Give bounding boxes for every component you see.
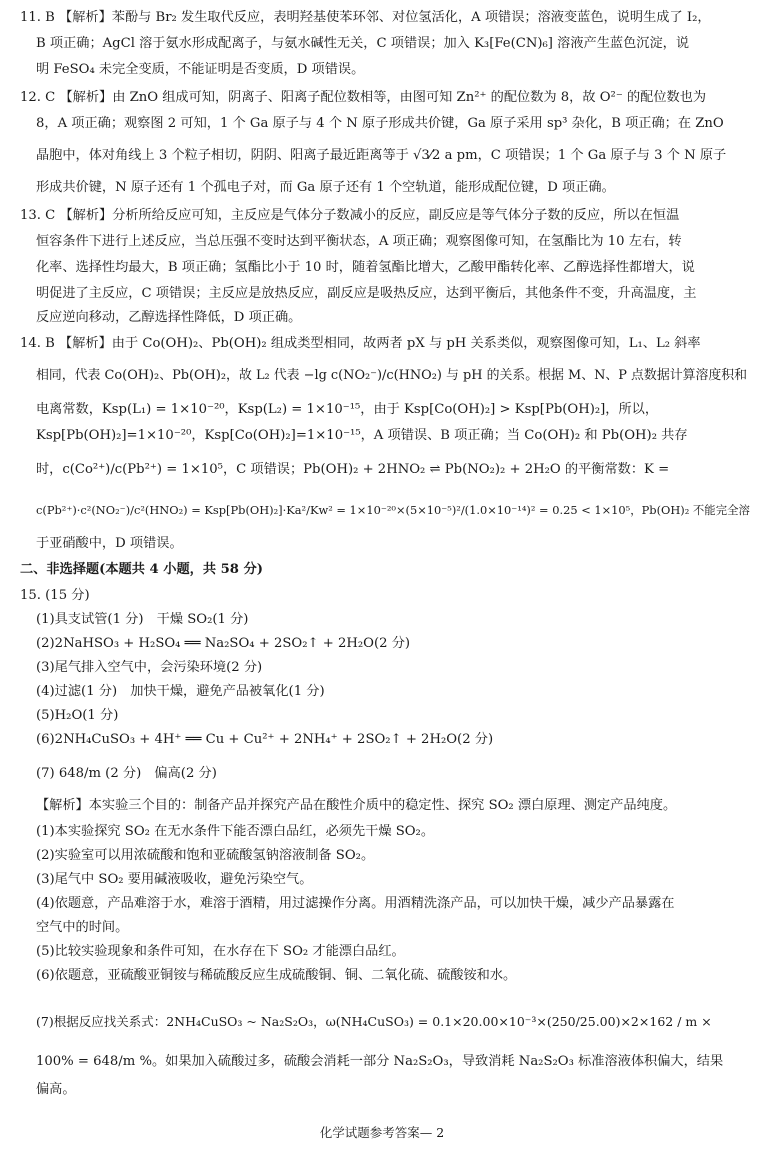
answer-item: (1)具支试管(1 分) 干燥 SO₂(1 分): [36, 612, 249, 627]
text-line: Ksp[Pb(OH)₂]=1×10⁻²⁰，Ksp[Co(OH)₂]=1×10⁻¹⁵，A 项错误、B 项正确；当 Co(OH)₂ 和 Pb(OH)₂ 共存: [36, 428, 688, 443]
answer-item: (3)尾气排入空气中，会污染环境(2 分): [36, 660, 263, 675]
analysis-line: 空气中的时间。: [36, 920, 129, 935]
text-line: 化率、选择性均最大，B 项正确；氢酯比小于 10 时，随着氢酯比增大，乙酸甲酯转化率、乙醇选择性都增大，说: [36, 260, 695, 275]
text-line: 8，A 项正确；观察图 2 可知，1 个 Ga 原子与 4 个 N 原子形成共价键，Ga 原子采用 sp³ 杂化，B 项正确；在 ZnO: [36, 116, 724, 131]
answer-item: (4)过滤(1 分) 加快干燥，避免产品被氧化(1 分): [36, 684, 325, 699]
text-line: 11. B 【解析】苯酚与 Br₂ 发生取代反应，表明羟基使苯环邻、对位氢活化，A 项错误；溶液变蓝色，说明生成了 I₂，: [20, 10, 711, 25]
text-line: 反应逆向移动，乙醇选择性降低，D 项正确。: [36, 310, 302, 325]
text-line: 明促进了主反应，C 项错误；主反应是放热反应，副反应是吸热反应，达到平衡后，其他条件不变，升高温度，主: [36, 286, 697, 301]
analysis-line: 【解析】本实验三个目的：制备产品并探究产品在酸性介质中的稳定性、探究 SO₂ 漂白原理、测定产品纯度。: [36, 798, 677, 813]
text-line: 电离常数，Ksp(L₁) = 1×10⁻²⁰，Ksp(L₂) = 1×10⁻¹⁵，由于 Ksp[Co(OH)₂] > Ksp[Pb(OH)₂]，所以，: [36, 402, 659, 417]
answer-item: (7) 648/m (2 分) 偏高(2 分): [36, 766, 217, 781]
text-line: 12. C 【解析】由 ZnO 组成可知，阴离子、阳离子配位数相等，由图可知 Zn²⁺ 的配位数为 8，故 O²⁻ 的配位数也为: [20, 90, 707, 105]
text-line: 于亚硝酸中，D 项错误。: [36, 536, 183, 551]
text-line: B 项正确；AgCl 溶于氨水形成配离子，与氨水碱性无关，C 项错误；加入 K₃[Fe(CN)₆] 溶液产生蓝色沉淀，说: [36, 36, 690, 51]
answer-item: (2)2NaHSO₃ + H₂SO₄ ══ Na₂SO₄ + 2SO₂↑ + 2H₂O(2 分): [36, 636, 411, 651]
text-line: 14. B 【解析】由于 Co(OH)₂、Pb(OH)₂ 组成类型相同，故两者 pX 与 pH 关系类似，观察图像可知，L₁、L₂ 斜率: [20, 336, 701, 351]
section-heading: 二、非选择题(本题共 4 小题，共 58 分): [20, 562, 263, 577]
analysis-line: (4)依题意，产品难溶于水，难溶于酒精，用过滤操作分离。用酒精洗涤产品，可以加快干燥，减少产品暴露在: [36, 896, 675, 911]
analysis-line: (7)根据反应找关系式：2NH₄CuSO₃ ~ Na₂S₂O₃，ω(NH₄CuSO₃) = 0.1×20.00×10⁻³×(250/25.00)×2×162 / m ×: [36, 1014, 712, 1029]
page-footer: 化学试题参考答案— 2: [319, 1125, 445, 1140]
text-line: 时，c(Co²⁺)/c(Pb²⁺) = 1×10⁵，C 项错误；Pb(OH)₂ + 2HNO₂ ⇌ Pb(NO₂)₂ + 2H₂O 的平衡常数：K =: [36, 462, 670, 477]
analysis-line: 100% = 648/m %。如果加入硫酸过多，硫酸会消耗一部分 Na₂S₂O₃，导致消耗 Na₂S₂O₃ 标准溶液体积偏大，结果: [36, 1054, 724, 1069]
analysis-line: 偏高。: [36, 1082, 76, 1097]
answer-item: (6)2NH₄CuSO₃ + 4H⁺ ══ Cu + Cu²⁺ + 2NH₄⁺ + 2SO₂↑ + 2H₂O(2 分): [36, 732, 494, 747]
text-line: 晶胞中，体对角线上 3 个粒子相切，阴阴、阳离子最近距离等于 √3⁄2 a pm，C 项错误；1 个 Ga 原子与 3 个 N 原子: [36, 148, 727, 163]
text-line: 13. C 【解析】分析所给反应可知，主反应是气体分子数减小的反应，副反应是等气体分子数的反应，所以在恒温: [20, 208, 680, 223]
analysis-line: (2)实验室可以用浓硫酸和饱和亚硫酸氢钠溶液制备 SO₂。: [36, 848, 375, 863]
text-line: 明 FeSO₄ 未完全变质，不能证明是否变质，D 项错误。: [36, 62, 365, 77]
text-line: 相同，代表 Co(OH)₂、Pb(OH)₂，故 L₂ 代表 −lg c(NO₂⁻)/c(HNO₂) 与 pH 的关系。根据 M、N、P 点数据计算溶度积和: [36, 368, 748, 383]
analysis-line: (3)尾气中 SO₂ 要用碱液吸收，避免污染空气。: [36, 872, 313, 887]
analysis-line: (1)本实验探究 SO₂ 在无水条件下能否漂白品红，必须先干燥 SO₂。: [36, 824, 435, 839]
analysis-line: (5)比较实验现象和条件可知，在水存在下 SO₂ 才能漂白品红。: [36, 944, 405, 959]
analysis-line: (6)依题意，亚硫酸亚铜铵与稀硫酸反应生成硫酸铜、铜、二氧化硫、硫酸铵和水。: [36, 968, 517, 983]
answer-item: (5)H₂O(1 分): [36, 708, 119, 723]
text-line: c(Pb²⁺)·c²(NO₂⁻)/c²(HNO₂) = Ksp[Pb(OH)₂]·Ka²/Kw² = 1×10⁻²⁰×(5×10⁻⁵)²/(1.0×10⁻¹⁴)² = 0.25 < 1×10⁵，Pb(OH)₂ 不能完全溶: [36, 503, 750, 517]
text-line: 形成共价键，N 原子还有 1 个孤电子对，而 Ga 原子还有 1 个空轨道，能形成配位键，D 项正确。: [36, 180, 615, 195]
text-line: 恒容条件下进行上述反应，当总压强不变时达到平衡状态，A 项正确；观察图像可知，在氢酯比为 10 左右，转: [36, 234, 682, 249]
question-number: 15. (15 分): [20, 588, 90, 603]
